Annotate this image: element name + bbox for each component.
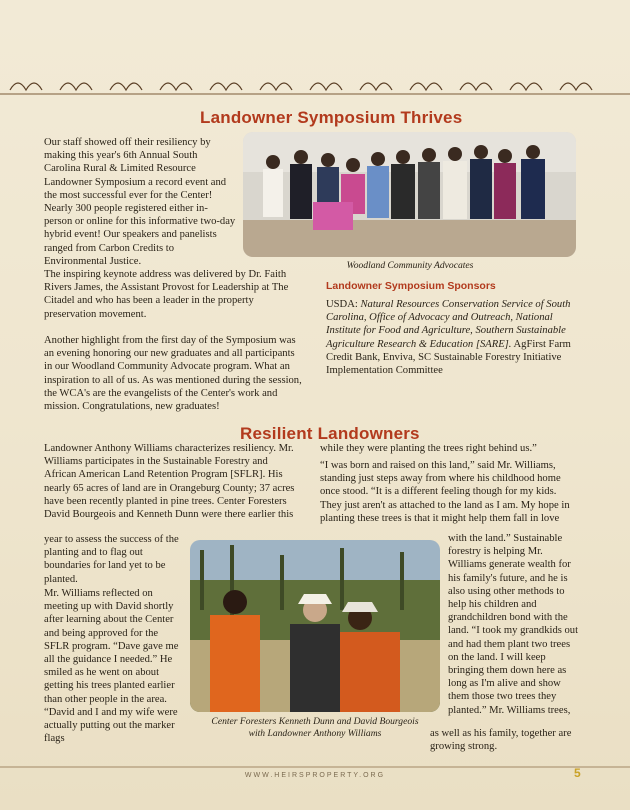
sponsors-usda-agencies: Natural Resources Conservation Service of South Carolina, Office of Advocacy and Outreach, National Institute for Food and Agriculture, Southern Sustainable Agriculture Research & Education [SARE]. [326, 299, 571, 350]
photo-caption-foresters [190, 716, 440, 740]
photo-caption-foresters-line2: with Landowner Anthony Williams [248, 728, 382, 739]
decorative-top-border [0, 70, 630, 100]
resilient-col2-paragraph-4: as well as his family, together are growing strong. [430, 728, 572, 753]
symposium-intro-paragraph: Our staff showed off their resiliency by making this year's 6th Annual South Carolina Rural & Limited Resource Landowner Symposium a record event and the most successful ever for the Center! Nearly 300 people registered either in-person or online for this informative two-day hybrid event! Our speakers and panelists ranged from Carbon Credits to Environmental Justice. [44, 137, 236, 267]
section-title-resilient: Resilient Landowners [240, 424, 420, 443]
section-title-symposium: Landowner Symposium Thrives [200, 108, 463, 127]
resilient-paragraph-1: Landowner Anthony Williams characterizes resiliency. Mr. Williams participates in the Sustainable Forestry and African American Land Retention Program [SFLR]. His nearly 65 acres of land are in Orangeburg County; 37 acres have been recently planted in pine trees. Center Foresters David Bourgeois and Kenneth Dunn were there earlier this [44, 443, 295, 521]
resilient-paragraph-1-cont: year to assess the success of the planting and to flag out boundaries for land yet to be planted. [44, 534, 179, 585]
symposium-keynote-paragraph: The inspiring keynote address was delivered by Dr. Faith Rivers James, the Assistant Provost for Leadership at The Citadel and who has been a leader in the property preservation movement. [44, 269, 289, 320]
resilient-col2-paragraph-3: with the land.” Sustainable forestry is helping Mr. Williams generate wealth for his family's future, and he is also using other methods to help his children and grandchildren bond with the land. “I took my grandkids out and had them plant two trees on the land. I will keep bringing them down here as long as I'm alive and show them those two trees they planted.” Mr. Williams trees, [448, 533, 579, 716]
symposium-highlight-paragraph: Another highlight from the first day of the Symposium was an evening honoring our new graduates and all participants in our Woodland Community Advocate program. What an inspiration to all of us. As was mentioned during the session, the WCA's are the evangelists of the Center's work and mission. Congratulations, new graduates! [44, 335, 302, 413]
woodland-advocates-photo [243, 132, 576, 257]
resilient-paragraph-2: Mr. Williams reflected on meeting up with David shortly after learning about the Center and being approved for the SFLR program. “Dave gave me all the guidance I needed.” He smiled as he went on about getting his trees planted earlier than other people in the area. “David and I and my wife were actually putting out the marker flags [44, 588, 179, 745]
page-number: 5 [574, 766, 581, 780]
photo-caption-foresters-line1: Center Foresters Kenneth Dunn and David Bourgeois [211, 716, 419, 727]
sponsors-list [326, 298, 576, 377]
resilient-col2-paragraph-1: while they were planting the trees right behind us.” [320, 443, 537, 454]
resilient-col2-paragraph-2: “I was born and raised on this land,” said Mr. Williams, standing just steps away from where his childhood home once stood. “It is a different feeling though for my kids. They just aren't as attached to the land as I am. My hope in planting these trees is that it might help them fall in love [320, 460, 570, 524]
sponsors-usda-prefix: USDA: [326, 299, 358, 310]
footer-website-url: WWW.HEIRSPROPERTY.ORG [244, 772, 386, 779]
sponsors-heading: Landowner Symposium Sponsors [326, 280, 496, 292]
sponsors-others: AgFirst Farm Credit Bank, Enviva, SC Sustainable Forestry Initiative Implementation Committee [326, 338, 571, 377]
foresters-landowner-photo [190, 540, 440, 712]
photo-caption-advocates: Woodland Community Advocates [346, 260, 474, 271]
